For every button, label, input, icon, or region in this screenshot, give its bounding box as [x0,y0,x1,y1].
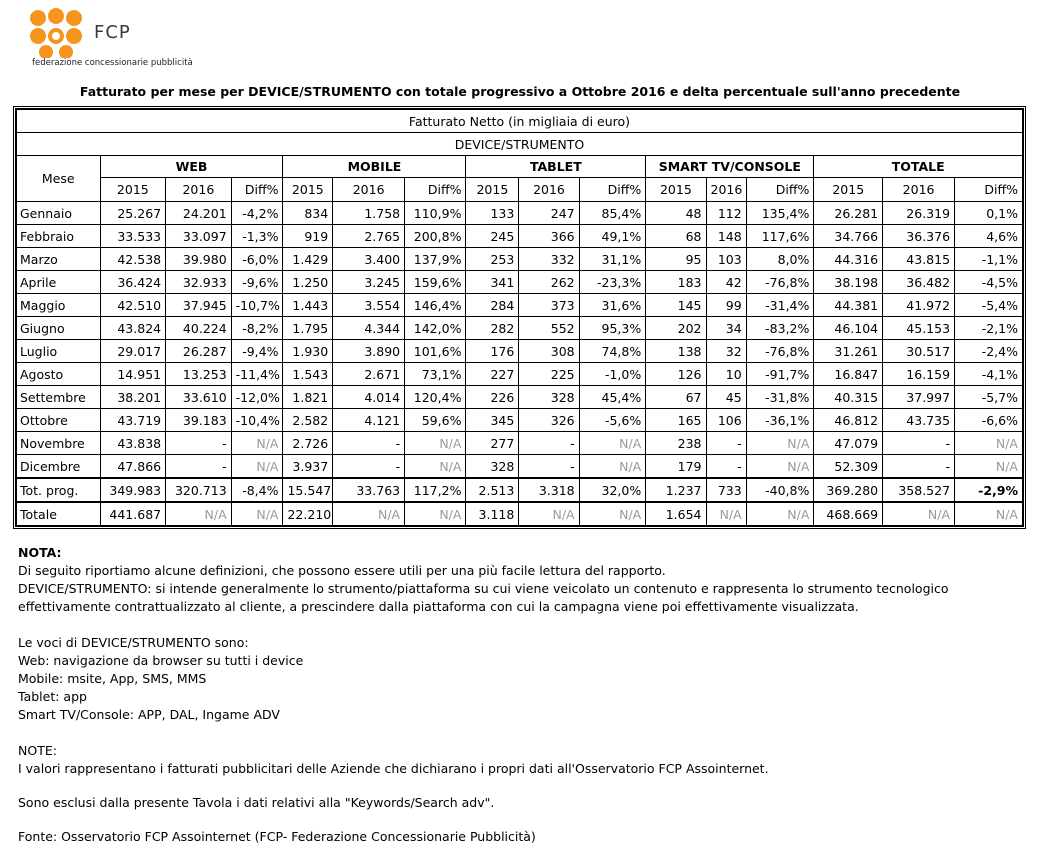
value-cell: -1,1% [955,248,1023,271]
value-cell: 4.344 [333,317,405,340]
value-cell: 165 [646,409,706,432]
value-cell: 33.763 [333,478,405,502]
value-cell: 3.245 [333,271,405,294]
page-title: Fatturato per mese per DEVICE/STRUMENTO con totale progressivo a Ottobre 2016 e delta percentuale sull'anno precedente [79,84,961,99]
value-cell: - [883,432,955,455]
month-cell: Totale [17,502,101,526]
year-header: 2015 [100,178,166,202]
table-row [17,409,1023,432]
nota-line: effettivamente contrattualizzato al cliente, a prescindere dalla piattaforma con cui la campagna viene poi effettivamente visualizzata. [18,599,859,614]
value-cell: -9,6% [231,271,283,294]
value-cell: 247 [519,202,579,225]
value-cell: 552 [519,317,579,340]
group-header-tablet: TABLET [466,156,646,178]
value-cell: 1.930 [283,340,333,363]
table-row [17,478,1023,502]
value-cell: N/A [166,502,232,526]
table-row [17,363,1023,386]
table-row [17,502,1023,526]
value-cell: 101,6% [405,340,466,363]
value-cell: N/A [231,455,283,479]
value-cell: 99 [706,294,746,317]
value-cell: 4,6% [955,225,1023,248]
value-cell: 468.669 [814,502,883,526]
month-cell: Agosto [17,363,101,386]
value-cell: 441.687 [100,502,166,526]
value-cell: 31,1% [579,248,646,271]
value-cell: -11,4% [231,363,283,386]
value-cell: 328 [519,386,579,409]
value-cell: 32.933 [166,271,232,294]
value-cell: 117,2% [405,478,466,502]
value-cell: 117,6% [746,225,814,248]
value-cell: 238 [646,432,706,455]
group-header-mobile: MOBILE [283,156,466,178]
mese-header: Mese [17,156,101,202]
value-cell: N/A [405,455,466,479]
value-cell: -36,1% [746,409,814,432]
value-cell: 159,6% [405,271,466,294]
value-cell: 320.713 [166,478,232,502]
value-cell: - [519,432,579,455]
value-cell: 32 [706,340,746,363]
value-cell: 44.381 [814,294,883,317]
value-cell: -40,8% [746,478,814,502]
value-cell: 253 [466,248,519,271]
voce-smart-tv: Smart TV/Console: APP, DAL, Ingame ADV [18,707,280,722]
value-cell: 42.538 [100,248,166,271]
value-cell: 36.376 [883,225,955,248]
value-cell: 110,9% [405,202,466,225]
value-cell: 112 [706,202,746,225]
value-cell: 1.429 [283,248,333,271]
value-cell: 8,0% [746,248,814,271]
value-cell: 137,9% [405,248,466,271]
value-cell: 135,4% [746,202,814,225]
value-cell: 202 [646,317,706,340]
month-cell: Tot. prog. [17,478,101,502]
value-cell: 142,0% [405,317,466,340]
year-header: 2015 [814,178,883,202]
value-cell: 38.198 [814,271,883,294]
table-row [17,225,1023,248]
value-cell: 358.527 [883,478,955,502]
value-cell: 148 [706,225,746,248]
value-cell: 349.983 [100,478,166,502]
year-header: 2015 [646,178,706,202]
value-cell: N/A [883,502,955,526]
value-cell: 46.812 [814,409,883,432]
value-cell: 146,4% [405,294,466,317]
value-cell: -2,1% [955,317,1023,340]
value-cell: 200,8% [405,225,466,248]
nota-line: DEVICE/STRUMENTO: si intende generalmente lo strumento/piattaforma su cui viene veicolato un contenuto e rappresenta lo strumento tecnologico [18,581,949,596]
value-cell: 36.482 [883,271,955,294]
value-cell: N/A [519,502,579,526]
value-cell: 44.316 [814,248,883,271]
value-cell: 31.261 [814,340,883,363]
value-cell: -2,9% [955,478,1023,502]
value-cell: -83,2% [746,317,814,340]
value-cell: 106 [706,409,746,432]
value-cell: 1.654 [646,502,706,526]
value-cell: - [333,432,405,455]
table-row [17,294,1023,317]
table-row [17,386,1023,409]
value-cell: N/A [746,502,814,526]
value-cell: 25.267 [100,202,166,225]
value-cell: -8,2% [231,317,283,340]
value-cell: 38.201 [100,386,166,409]
value-cell: -10,4% [231,409,283,432]
value-cell: - [166,455,232,479]
value-cell: 1.237 [646,478,706,502]
logo-subtitle: federazione concessionarie pubblicità [32,58,193,68]
value-cell: 227 [466,363,519,386]
value-cell: 39.980 [166,248,232,271]
flower-logo-icon [28,8,92,58]
nota-title: NOTA: [18,545,62,560]
value-cell: 40.315 [814,386,883,409]
table-header-main: Fatturato Netto (in migliaia di euro) [17,110,1023,133]
value-cell: 2.582 [283,409,333,432]
value-cell: -1,0% [579,363,646,386]
value-cell: - [519,455,579,479]
value-cell: 13.253 [166,363,232,386]
value-cell: N/A [579,432,646,455]
value-cell: 332 [519,248,579,271]
value-cell: 68 [646,225,706,248]
value-cell: 308 [519,340,579,363]
value-cell: 24.201 [166,202,232,225]
note-line: Sono esclusi dalla presente Tavola i dati relativi alla "Keywords/Search adv". [18,795,495,810]
value-cell: 85,4% [579,202,646,225]
table-row [17,317,1023,340]
value-cell: 16.847 [814,363,883,386]
year-header: 2015 [466,178,519,202]
value-cell: N/A [746,432,814,455]
value-cell: N/A [231,432,283,455]
month-cell: Aprile [17,271,101,294]
value-cell: 43.824 [100,317,166,340]
value-cell: 43.735 [883,409,955,432]
month-cell: Febbraio [17,225,101,248]
month-cell: Dicembre [17,455,101,479]
value-cell: 277 [466,432,519,455]
value-cell: 103 [706,248,746,271]
table-row [17,455,1023,479]
value-cell: 345 [466,409,519,432]
value-cell: 39.183 [166,409,232,432]
month-cell: Maggio [17,294,101,317]
value-cell: 15.547 [283,478,333,502]
value-cell: 45.153 [883,317,955,340]
value-cell: 16.159 [883,363,955,386]
value-cell: 3.554 [333,294,405,317]
table-row [17,248,1023,271]
value-cell: 2.513 [466,478,519,502]
year-header: Diff% [746,178,814,202]
value-cell: N/A [579,455,646,479]
value-cell: 262 [519,271,579,294]
value-cell: 1.250 [283,271,333,294]
value-cell: 2.765 [333,225,405,248]
value-cell: -4,5% [955,271,1023,294]
value-cell: 95 [646,248,706,271]
value-cell: 46.104 [814,317,883,340]
value-cell: 29.017 [100,340,166,363]
value-cell: N/A [579,502,646,526]
value-cell: 369.280 [814,478,883,502]
value-cell: -4,2% [231,202,283,225]
value-cell: 42 [706,271,746,294]
value-cell: 834 [283,202,333,225]
month-cell: Luglio [17,340,101,363]
value-cell: N/A [955,455,1023,479]
month-cell: Gennaio [17,202,101,225]
value-cell: 10 [706,363,746,386]
value-cell: 919 [283,225,333,248]
notes-section [18,544,1028,846]
value-cell: 1.795 [283,317,333,340]
value-cell: 3.118 [466,502,519,526]
value-cell: 45,4% [579,386,646,409]
value-cell: 3.937 [283,455,333,479]
value-cell: 33.610 [166,386,232,409]
table-header-sub: DEVICE/STRUMENTO [17,133,1023,156]
value-cell: -5,7% [955,386,1023,409]
value-cell: -6,0% [231,248,283,271]
value-cell: N/A [231,502,283,526]
month-cell: Giugno [17,317,101,340]
value-cell: 176 [466,340,519,363]
year-header: 2016 [333,178,405,202]
value-cell: N/A [706,502,746,526]
value-cell: 284 [466,294,519,317]
value-cell: 4.121 [333,409,405,432]
value-cell: 30.517 [883,340,955,363]
value-cell: N/A [955,432,1023,455]
value-cell: -9,4% [231,340,283,363]
value-cell: 225 [519,363,579,386]
value-cell: 26.281 [814,202,883,225]
note-line: I valori rappresentano i fatturati pubblicitari delle Aziende che dichiarano i propri dati all'Osservatorio FCP Assointernet. [18,761,769,776]
table-row [17,202,1023,225]
value-cell: 52.309 [814,455,883,479]
fonte-line: Fonte: Osservatorio FCP Assointernet (FCP- Federazione Concessionarie Pubblicità) [18,829,536,844]
value-cell: 4.014 [333,386,405,409]
note-title: NOTE: [18,743,57,758]
value-cell: 245 [466,225,519,248]
value-cell: - [706,455,746,479]
year-header: 2016 [706,178,746,202]
value-cell: -31,4% [746,294,814,317]
value-cell: 366 [519,225,579,248]
table-row [17,340,1023,363]
value-cell: 22.210 [283,502,333,526]
value-cell: 74,8% [579,340,646,363]
value-cell: -2,4% [955,340,1023,363]
value-cell: 183 [646,271,706,294]
value-cell: 40.224 [166,317,232,340]
value-cell: 328 [466,455,519,479]
value-cell: -76,8% [746,271,814,294]
value-cell: -4,1% [955,363,1023,386]
value-cell: 67 [646,386,706,409]
year-header: 2016 [883,178,955,202]
value-cell: 41.972 [883,294,955,317]
year-header: Diff% [579,178,646,202]
value-cell: N/A [333,502,405,526]
value-cell: - [166,432,232,455]
value-cell: 47.079 [814,432,883,455]
value-cell: 373 [519,294,579,317]
value-cell: 2.726 [283,432,333,455]
value-cell: 43.815 [883,248,955,271]
value-cell: 26.287 [166,340,232,363]
value-cell: 34 [706,317,746,340]
value-cell: - [333,455,405,479]
voci-title: Le voci di DEVICE/STRUMENTO sono: [18,635,249,650]
year-header: 2016 [166,178,232,202]
value-cell: 32,0% [579,478,646,502]
group-header-smart-tv: SMART TV/CONSOLE [646,156,814,178]
value-cell: 138 [646,340,706,363]
value-cell: -91,7% [746,363,814,386]
year-header: 2016 [519,178,579,202]
value-cell: 1.821 [283,386,333,409]
value-cell: 45 [706,386,746,409]
value-cell: N/A [405,432,466,455]
value-cell: 33.097 [166,225,232,248]
value-cell: 33.533 [100,225,166,248]
value-cell: -76,8% [746,340,814,363]
value-cell: 3.400 [333,248,405,271]
voce-mobile: Mobile: msite, App, SMS, MMS [18,671,207,686]
value-cell: 43.838 [100,432,166,455]
value-cell: 42.510 [100,294,166,317]
value-cell: -31,8% [746,386,814,409]
month-cell: Settembre [17,386,101,409]
value-cell: 1.758 [333,202,405,225]
value-cell: -12,0% [231,386,283,409]
voce-web: Web: navigazione da browser su tutti i device [18,653,304,668]
value-cell: 48 [646,202,706,225]
value-cell: - [883,455,955,479]
value-cell: 1.443 [283,294,333,317]
value-cell: 341 [466,271,519,294]
value-cell: 37.945 [166,294,232,317]
month-cell: Marzo [17,248,101,271]
value-cell: 47.866 [100,455,166,479]
value-cell: 3.318 [519,478,579,502]
value-cell: -1,3% [231,225,283,248]
value-cell: -8,4% [231,478,283,502]
value-cell: 1.543 [283,363,333,386]
value-cell: 14.951 [100,363,166,386]
value-cell: N/A [955,502,1023,526]
value-cell: - [706,432,746,455]
year-header: Diff% [955,178,1023,202]
year-header: Diff% [405,178,466,202]
value-cell: 3.890 [333,340,405,363]
value-cell: 133 [466,202,519,225]
value-cell: 226 [466,386,519,409]
value-cell: -5,4% [955,294,1023,317]
value-cell: 37.997 [883,386,955,409]
value-cell: 31,6% [579,294,646,317]
group-header-totale: TOTALE [814,156,1023,178]
value-cell: 43.719 [100,409,166,432]
group-header-web: WEB [100,156,283,178]
value-cell: 0,1% [955,202,1023,225]
value-cell: N/A [405,502,466,526]
month-cell: Novembre [17,432,101,455]
value-cell: -10,7% [231,294,283,317]
value-cell: 733 [706,478,746,502]
value-cell: 95,3% [579,317,646,340]
value-cell: 2.671 [333,363,405,386]
table-row [17,432,1023,455]
value-cell: 36.424 [100,271,166,294]
table-row [17,271,1023,294]
year-header: Diff% [231,178,283,202]
year-header: 2015 [283,178,333,202]
value-cell: 26.319 [883,202,955,225]
value-cell: 120,4% [405,386,466,409]
value-cell: 145 [646,294,706,317]
value-cell: 34.766 [814,225,883,248]
value-cell: -5,6% [579,409,646,432]
value-cell: -23,3% [579,271,646,294]
value-cell: 73,1% [405,363,466,386]
nota-line: Di seguito riportiamo alcune definizioni, che possono essere utili per una più facile lettura del rapporto. [18,563,666,578]
value-cell: 179 [646,455,706,479]
value-cell: 49,1% [579,225,646,248]
month-cell: Ottobre [17,409,101,432]
value-cell: 282 [466,317,519,340]
logo-brand: FCP [94,22,131,43]
fcp-logo [28,8,228,70]
value-cell: 59,6% [405,409,466,432]
value-cell: -6,6% [955,409,1023,432]
revenue-table [13,106,1026,529]
voce-tablet: Tablet: app [18,689,87,704]
value-cell: N/A [746,455,814,479]
value-cell: 326 [519,409,579,432]
value-cell: 126 [646,363,706,386]
